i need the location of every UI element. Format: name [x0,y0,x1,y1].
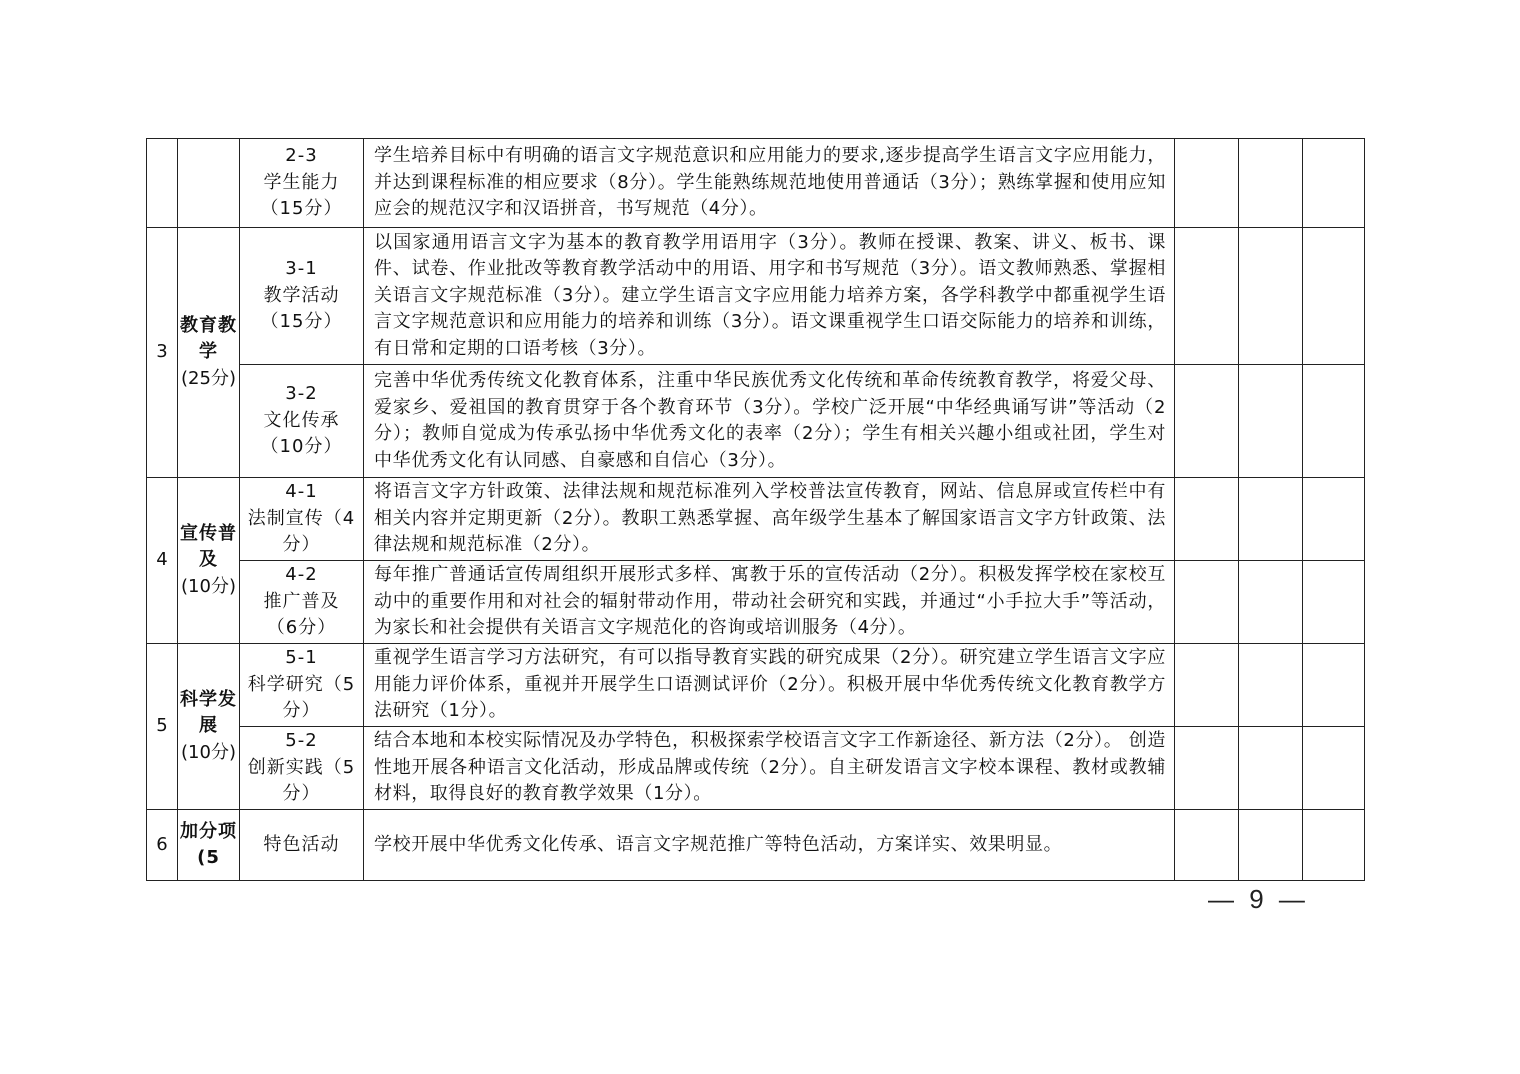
category-name: 宣传普及 [180,522,237,571]
evaluation-table [146,138,1365,881]
score-cell [1239,478,1303,561]
item-number-cell: 3 [147,228,178,478]
sub-item-code: 4-2 [285,564,318,586]
score-cell [1175,561,1239,644]
sub-item-code: 3-2 [285,383,318,405]
sub-item-cell [240,228,364,365]
category-cell [178,810,240,881]
remark-cell [1303,561,1365,644]
sub-item-cell [240,478,364,561]
score-cell [1175,644,1239,727]
score-cell [1175,139,1239,228]
table-row [147,139,1365,228]
sub-item-name: 科学研究（5 [247,673,356,695]
category-name: 加分项(5 [180,820,237,868]
sub-item-code: 2-3 [285,145,318,167]
sub-item-code: 5-1 [285,647,318,669]
sub-item-code: 4-1 [285,481,318,503]
sub-item-name: 法制宣传（4 [247,507,356,529]
sub-item-cell [240,365,364,478]
sub-item-code: 5-2 [285,730,318,752]
sub-item-points: 分） [282,783,321,805]
item-number-cell: 5 [147,644,178,810]
table-row [147,727,1365,810]
table-row [147,365,1365,478]
category-cell [178,139,240,228]
remark-cell [1303,644,1365,727]
table-row [147,228,1365,365]
sub-item-cell [240,727,364,810]
criteria-description: 将语言文字方针政策、法律法规和规范标准列入学校普法宣传教育，网站、信息屏或宣传栏中有相关内容并定期更新（2分）。教职工熟悉掌握、高年级学生基本了解国家语言文字方针政策、法律法规和规范标准（2分）。 [364,478,1175,561]
category-points: (25分) [181,367,236,389]
remark-cell [1303,478,1365,561]
sub-item-points: （10分） [260,436,343,458]
category-name: 教育教学 [180,314,237,363]
criteria-description: 学生培养目标中有明确的语言文字规范意识和应用能力的要求,逐步提高学生语言文字应用能力，并达到课程标准的相应要求（8分）。学生能熟练规范地使用普通话（3分）；熟练掌握和使用应知应会的规范汉字和汉语拼音，书写规范（4分）。 [364,139,1175,228]
score-cell [1175,810,1239,881]
score-cell [1239,365,1303,478]
score-cell [1175,727,1239,810]
category-points: (10分) [181,741,236,763]
sub-item-points: （15分） [260,198,343,220]
score-cell [1239,644,1303,727]
sub-item-name: 文化传承 [263,409,340,431]
remark-cell [1303,727,1365,810]
category-name: 科学发展 [180,688,237,737]
category-cell [178,644,240,810]
remark-cell [1303,365,1365,478]
sub-item-name: 教学活动 [263,284,340,306]
sub-item-points: 分） [282,700,321,722]
criteria-description: 完善中华优秀传统文化教育体系，注重中华民族优秀文化传统和革命传统教育教学，将爱父母、爱家乡、爱祖国的教育贯穿于各个教育环节（3分）。学校广泛开展“中华经典诵写讲”等活动（2分）；教师自觉成为传承弘扬中华优秀文化的表率（2分）；学生有相关兴趣小组或社团，学生对中华优秀文化有认同感、自豪感和自信心（3分）。 [364,365,1175,478]
criteria-description: 结合本地和本校实际情况及办学特色，积极探索学校语言文字工作新途径、新方法（2分）。 创造性地开展各种语言文化活动，形成品牌或传统（2分）。自主研发语言文字校本课程、教材或教辅材料，取得良好的教育教学效果（1分）。 [364,727,1175,810]
remark-cell [1303,228,1365,365]
category-cell [178,478,240,644]
sub-item-name: 特色活动 [263,833,340,855]
table-row [147,644,1365,727]
criteria-description: 学校开展中华优秀文化传承、语言文字规范推广等特色活动，方案详实、效果明显。 [364,810,1175,881]
sub-item-cell [240,810,364,881]
score-cell [1239,139,1303,228]
criteria-description: 每年推广普通话宣传周组织开展形式多样、寓教于乐的宣传活动（2分）。积极发挥学校在家校互动中的重要作用和对社会的辐射带动作用，带动社会研究和实践，并通过“小手拉大手”等活动，为家长和社会提供有关语言文字规范化的咨询或培训服务（4分）。 [364,561,1175,644]
sub-item-name: 推广普及 [263,590,340,612]
score-cell [1239,727,1303,810]
table-row [147,478,1365,561]
page-number: — 9 — [1208,884,1309,914]
sub-item-code: 3-1 [285,258,318,280]
sub-item-cell [240,561,364,644]
remark-cell [1303,139,1365,228]
category-cell [178,228,240,478]
score-cell [1175,365,1239,478]
remark-cell [1303,810,1365,881]
table-row [147,810,1365,881]
sub-item-points: （6分） [266,617,337,639]
score-cell [1239,228,1303,365]
item-number-cell: 4 [147,478,178,644]
table-row [147,561,1365,644]
sub-item-cell [240,644,364,727]
item-number-cell: 6 [147,810,178,881]
score-cell [1239,561,1303,644]
score-cell [1175,478,1239,561]
score-cell [1239,810,1303,881]
sub-item-points: 分） [282,534,321,556]
score-cell [1175,228,1239,365]
sub-item-cell [240,139,364,228]
sub-item-points: （15分） [260,311,343,333]
criteria-description: 重视学生语言学习方法研究，有可以指导教育实践的研究成果（2分）。研究建立学生语言文字应用能力评价体系，重视并开展学生口语测试评价（2分）。积极开展中华优秀传统文化教育教学方法研究（1分）。 [364,644,1175,727]
criteria-description: 以国家通用语言文字为基本的教育教学用语用字（3分）。教师在授课、教案、讲义、板书、课件、试卷、作业批改等教育教学活动中的用语、用字和书写规范（3分）。语文教师熟悉、掌握相关语言文字规范标准（3分）。建立学生语言文字应用能力培养方案，各学科教学中都重视学生语言文字规范意识和应用能力的培养和训练（3分）。语文课重视学生口语交际能力的培养和训练，有日常和定期的口语考核（3分）。 [364,228,1175,365]
category-points: (10分) [181,575,236,597]
sub-item-name: 学生能力 [263,171,340,193]
item-number-cell [147,139,178,228]
sub-item-name: 创新实践（5 [247,756,356,778]
